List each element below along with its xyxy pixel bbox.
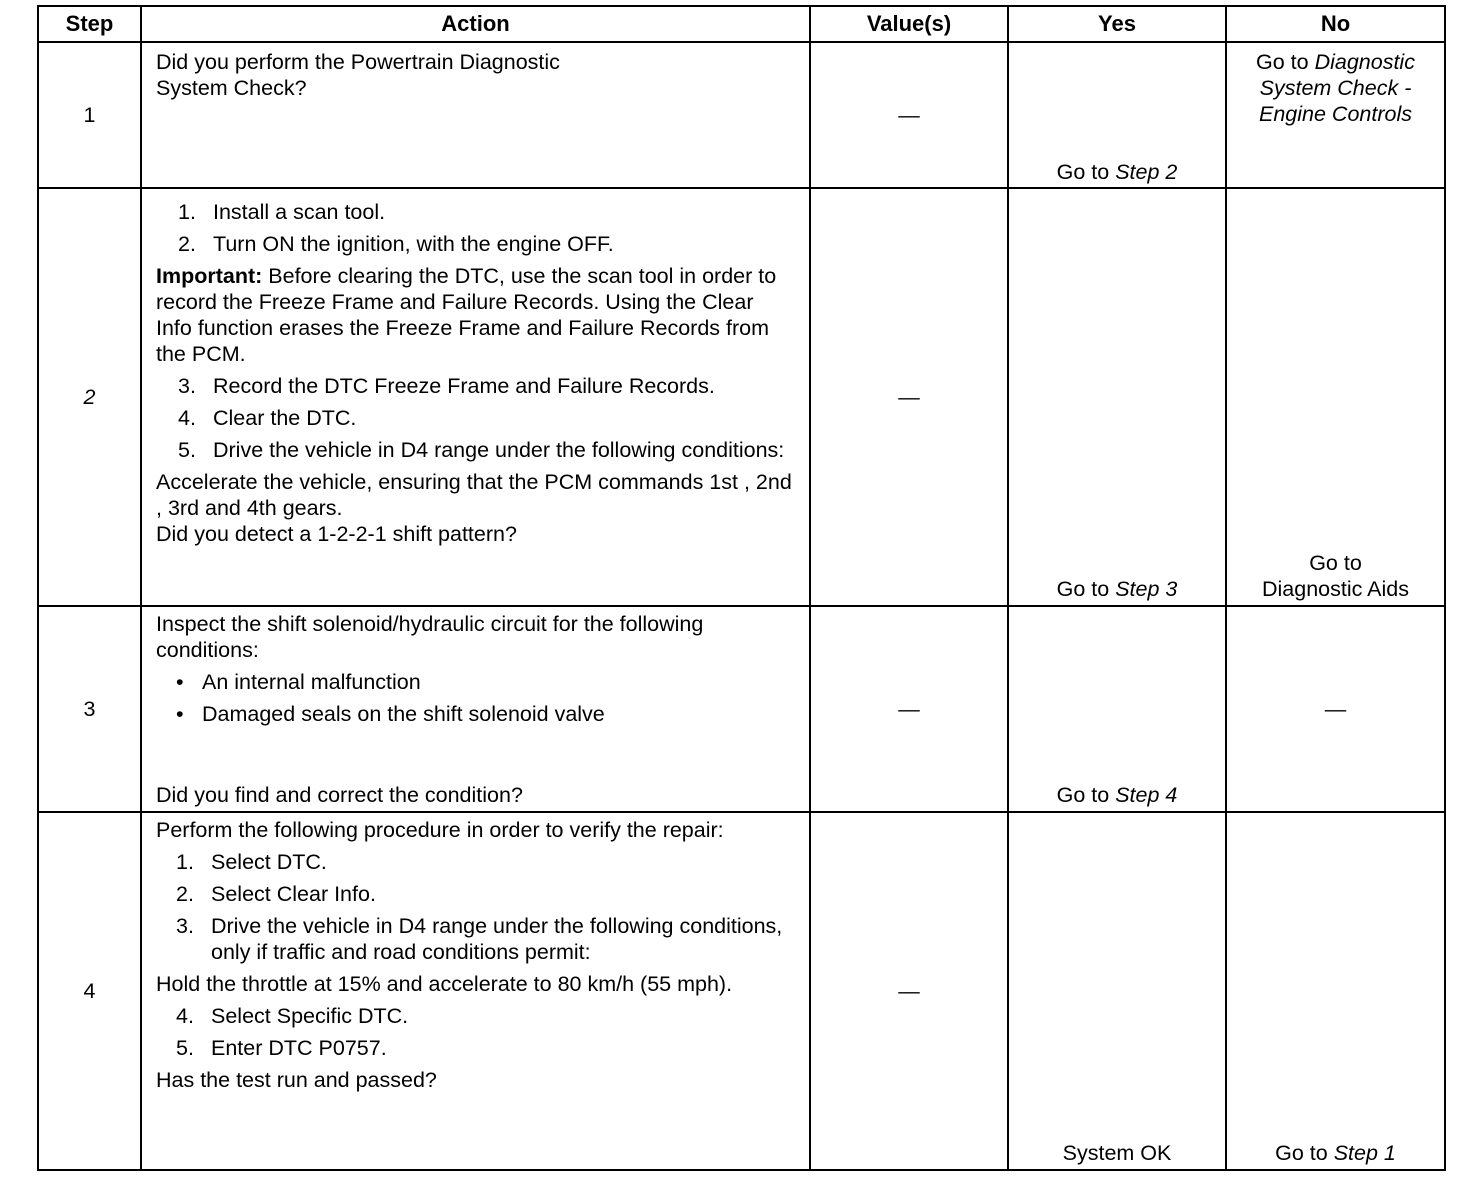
action-cell [141, 812, 810, 1170]
action-cell [141, 188, 810, 606]
diagnostic-link[interactable]: Diagnostic [1314, 50, 1415, 74]
action-text: System Check? [156, 76, 307, 100]
step-link[interactable]: Step 4 [1115, 783, 1178, 807]
step-number: 4 [38, 812, 141, 1170]
header-action: Action [141, 6, 810, 42]
action-text: Did you perform the Powertrain Diagnostic [156, 50, 560, 74]
header-yes: Yes [1008, 6, 1226, 42]
step-number: 1 [38, 42, 141, 188]
step-number: 3 [38, 606, 141, 812]
no-goto[interactable]: Go to Step 1 [1275, 1141, 1396, 1165]
value-cell: — [810, 42, 1008, 188]
yes-cell [1008, 606, 1226, 812]
yes-cell [1008, 42, 1226, 188]
step-link[interactable]: Step 2 [1115, 160, 1178, 184]
yes-cell [1008, 188, 1226, 606]
list-item: 3. Record the DTC Freeze Frame and Failure Records. [178, 374, 715, 398]
action-cell [141, 606, 810, 812]
list-item: • Damaged seals on the shift solenoid valve [176, 702, 605, 726]
table-row-step-4 [38, 812, 1445, 1170]
table-row-step-3 [38, 606, 1445, 812]
yes-goto[interactable]: Go to Step 3 [1056, 577, 1178, 601]
no-cell: — [1226, 606, 1445, 812]
yes-goto[interactable]: Go to Step 4 [1056, 783, 1178, 807]
list-item: 1. Select DTC. [176, 850, 327, 874]
table-row-step-2 [38, 188, 1445, 606]
sub-instruction: Accelerate the vehicle, ensuring that the PCM commands 1st , 2nd , 3rd and 4th gears. [156, 470, 792, 520]
question: Has the test run and passed? [156, 1068, 437, 1092]
no-cell [1226, 188, 1445, 606]
list-item: 5. Enter DTC P0757. [176, 1036, 387, 1060]
yes-goto[interactable]: Go to Step 2 [1056, 160, 1178, 184]
step-link[interactable]: Step 3 [1115, 577, 1178, 601]
important-note: Important: Before clearing the DTC, use the scan tool in order to record the Freeze Frame and Failure Records. Using the Clear Info function erases the Freeze Frame and Failure Records from the PCM. [156, 264, 777, 366]
value-cell: — [810, 812, 1008, 1170]
system-ok: System OK [1062, 1141, 1172, 1165]
question: Did you find and correct the condition? [156, 783, 523, 807]
list-item: 2. Turn ON the ignition, with the engine OFF. [178, 232, 614, 256]
yes-cell [1008, 812, 1226, 1170]
action-cell [141, 42, 810, 188]
no-cell [1226, 42, 1445, 188]
table-row-step-1 [38, 42, 1445, 188]
diagnostic-table [37, 5, 1446, 1171]
list-item: • An internal malfunction [176, 670, 421, 694]
sub-instruction: Hold the throttle at 15% and accelerate to 80 km/h (55 mph). [156, 972, 733, 996]
list-item: 5. Drive the vehicle in D4 range under the following conditions: [178, 438, 785, 462]
no-cell [1226, 812, 1445, 1170]
list-item: 4. Clear the DTC. [178, 406, 357, 430]
header-row [38, 6, 1445, 42]
question: Did you detect a 1-2-2-1 shift pattern? [156, 522, 517, 546]
diagnostic-aids-link[interactable]: Diagnostic Aids [1262, 577, 1409, 601]
action-text: Perform the following procedure in order to verify the repair: [156, 818, 724, 842]
no-goto[interactable]: Go to Diagnostic Aids [1262, 551, 1409, 601]
list-item: 3. Drive the vehicle in D4 range under the following conditions, only if traffic and road conditions permit: [176, 914, 783, 964]
step-link[interactable]: Step 1 [1333, 1141, 1396, 1165]
value-cell: — [810, 188, 1008, 606]
list-item: 4. Select Specific DTC. [176, 1004, 409, 1028]
step-number: 2 [38, 188, 141, 606]
header-no: No [1226, 6, 1445, 42]
list-item: 2. Select Clear Info. [176, 882, 376, 906]
header-step: Step [38, 6, 141, 42]
action-text: Inspect the shift solenoid/hydraulic circuit for the following conditions: [156, 612, 704, 662]
header-values: Value(s) [810, 6, 1008, 42]
value-cell: — [810, 606, 1008, 812]
no-goto[interactable]: Go to Diagnostic System Check - Engine Controls [1256, 50, 1415, 126]
list-item: 1. Install a scan tool. [178, 200, 386, 224]
